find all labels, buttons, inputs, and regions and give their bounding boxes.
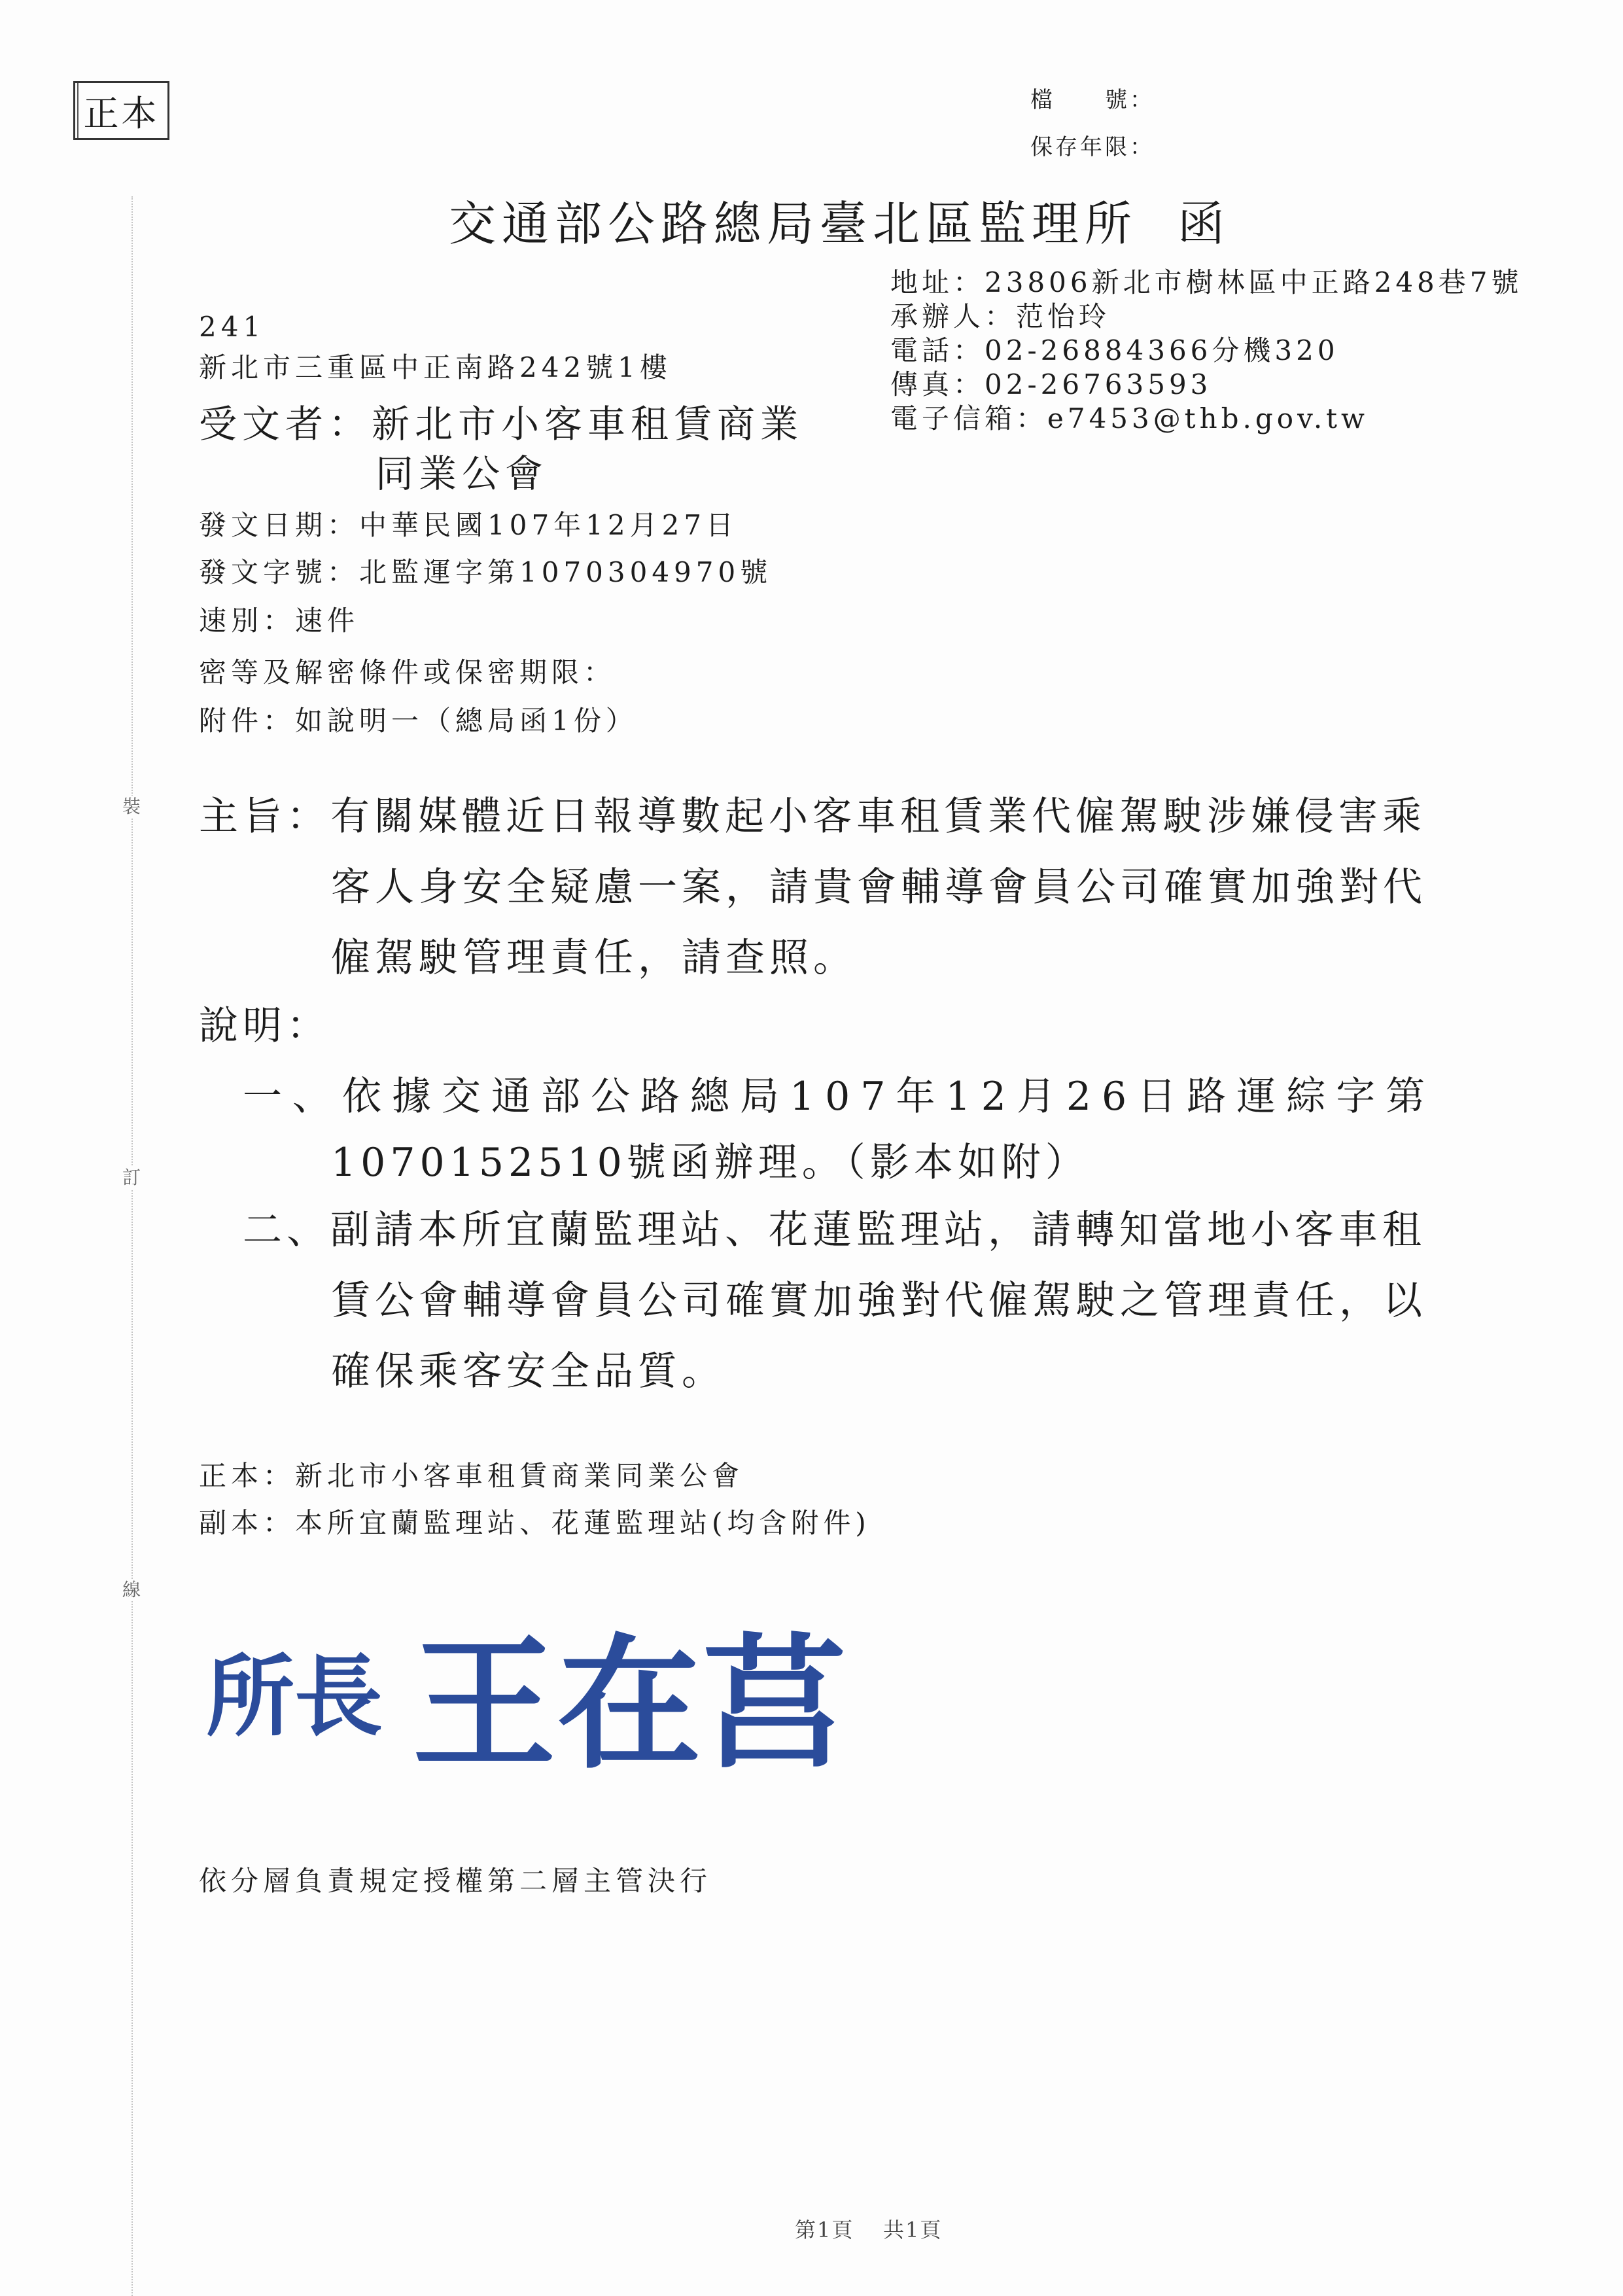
explanation-item-line: 確保乘客安全品質。 [331,1349,725,1394]
copy-type-stamp: 正本 [73,81,169,140]
retention-period-label: 保存年限： [1030,134,1155,160]
page-total: 共1頁 [883,2217,943,2242]
binding-mark-xian: 線 [120,1579,143,1601]
urgency-level: 速別：速件 [199,605,360,637]
binding-mark-zhuang: 裝 [120,796,143,818]
recipient-name-line1: 受文者：新北市小客車租賃商業 [199,402,804,446]
subject-line: 主旨：有關媒體近日報導數起小客車租賃業代僱駕駛涉嫌侵害乘 [199,794,1426,839]
explanation-item-line: 一、依據交通部公路總局107年12月26日路運綜字第 [243,1074,1436,1120]
file-number-label: 檔 號： [1030,87,1155,113]
authorization-note: 依分層負責規定授權第二層主管決行 [199,1865,712,1897]
fax-number: 傳真：02-26763593 [890,368,1212,400]
subject-line: 僱駕駛管理責任，請查照。 [331,935,857,981]
subject-line: 客人身安全疑慮一案，請貴會輔導會員公司確實加強對代 [331,864,1427,910]
sender-address: 地址：23806新北市樹林區中正路248巷7號 [890,266,1523,298]
binding-margin-line [131,196,133,2296]
signature-title: 所長 [206,1644,383,1748]
issue-date: 發文日期：中華民國107年12月27日 [199,509,739,541]
page-number: 第1頁 [795,2217,854,2242]
email-address: 電子信箱：e7453@thb.gov.tw [890,402,1369,434]
distribution-original: 正本：新北市小客車租賃商業同業公會 [199,1460,744,1492]
recipient-postal-code: 241 [199,311,266,343]
binding-mark-ding: 訂 [120,1167,143,1189]
distribution-copies: 副本：本所宜蘭監理站、花蓮監理站(均含附件) [199,1507,871,1539]
sender-contact-block [890,266,1523,436]
document-type: 函 [1178,196,1231,251]
phone-number: 電話：02-26884366分機320 [890,334,1339,366]
attachment-note: 附件：如說明一（總局函1份） [199,705,638,737]
explanation-item-line: 1070152510號函辦理。（影本如附） [331,1140,1089,1186]
handler-name: 承辦人：范怡玲 [890,300,1111,332]
recipient-street-address: 新北市三重區中正南路242號1樓 [199,351,672,383]
agency-name: 交通部公路總局臺北區監理所 [449,196,1138,251]
explanation-item-line: 賃公會輔導會員公司確實加強對代僱駕駛之管理責任，以 [331,1278,1427,1324]
document-number: 發文字號：北監運字第1070304970號 [199,556,773,588]
explanation-item-line: 二、副請本所宜蘭監理站、花蓮監理站，請轉知當地小客車租 [243,1207,1426,1253]
explanation-heading: 說明： [199,1003,330,1049]
recipient-name-line2: 同業公會 [375,451,549,496]
signature-name: 王在莒 [412,1619,848,1788]
classification-notice: 密等及解密條件或保密期限： [199,656,616,688]
